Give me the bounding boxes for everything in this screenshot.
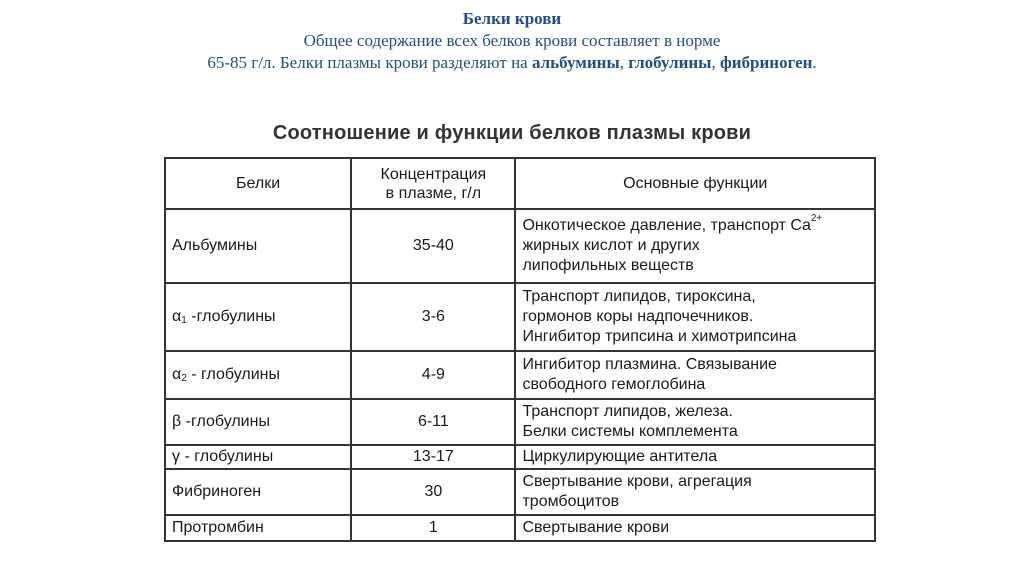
page-header — [0, 8, 1024, 74]
function-line: Транспорт липидов, железа. — [522, 403, 733, 420]
header-functions: Основные функции — [515, 158, 875, 209]
protein-name — [165, 351, 351, 399]
function-line: Ингибитор трипсина и химотрипсина — [522, 328, 797, 345]
protein-concentration: 3-6 — [351, 283, 515, 351]
header-protein: Белки — [165, 158, 351, 209]
table-row — [165, 445, 875, 469]
function-line: липофильных веществ — [522, 257, 694, 274]
charge-superscript: 2+ — [810, 213, 823, 224]
protein-functions — [515, 283, 875, 351]
protein-concentration: 35-40 — [351, 209, 515, 283]
protein-concentration: 1 — [351, 515, 515, 541]
term-globulins: глобулины — [628, 53, 712, 72]
separator: , — [711, 53, 720, 72]
protein-concentration: 30 — [351, 469, 515, 515]
function-line: Белки системы комплемента — [522, 423, 738, 440]
header-concentration-line-1: Концентрация — [380, 165, 487, 183]
protein-functions — [515, 469, 875, 515]
function-line: Циркулирующие антитела — [522, 448, 718, 465]
intro-line-2 — [0, 52, 1024, 74]
header-concentration — [351, 158, 515, 209]
separator: , — [619, 53, 629, 72]
subscript: 1 — [181, 315, 187, 326]
function-line: свободного гемоглобина — [522, 376, 706, 393]
function-line: Ингибитор плазмина. Связывание — [522, 356, 777, 373]
protein-concentration: 4-9 — [351, 351, 515, 399]
table-row — [165, 283, 875, 351]
table-title: Соотношение и функции белков плазмы крови — [272, 122, 752, 144]
protein-name: γ - глобулины — [165, 445, 351, 469]
greek-letter: α — [172, 308, 182, 325]
protein-name: Фибриноген — [165, 469, 351, 515]
table-row — [165, 515, 875, 541]
function-line: Свертывание крови, агрегация — [522, 473, 752, 490]
protein-name: Протромбин — [165, 515, 351, 541]
protein-concentration: 13-17 — [351, 445, 515, 469]
intro-line-1: Общее содержание всех белков крови составляет в норме — [303, 31, 721, 50]
protein-concentration: 6-11 — [351, 399, 515, 445]
subscript: 2 — [181, 373, 187, 384]
protein-functions — [515, 445, 875, 469]
plasma-proteins-table — [164, 157, 876, 542]
greek-letter: α — [172, 366, 182, 383]
table-row — [165, 399, 875, 445]
page-title: Белки крови — [462, 9, 562, 28]
function-line: тромбоцитов — [522, 493, 620, 510]
protein-name: β -глобулины — [165, 399, 351, 445]
protein-functions — [515, 351, 875, 399]
term-fibrinogen: фибриноген — [719, 53, 813, 72]
protein-functions — [515, 209, 875, 283]
protein-name — [165, 283, 351, 351]
function-line: жирных кислот и других — [522, 237, 700, 254]
period: . — [812, 53, 817, 72]
table-header-row — [165, 158, 875, 209]
function-line: Свертывание крови — [522, 519, 670, 536]
table-row — [165, 469, 875, 515]
function-line: гормонов коры надпочечников. — [522, 308, 754, 325]
function-line: Транспорт липидов, тироксина, — [522, 288, 756, 305]
function-line — [522, 213, 868, 236]
function-text: Онкотическое давление, транспорт Ca — [522, 217, 811, 234]
table-row — [165, 209, 875, 283]
protein-functions — [515, 399, 875, 445]
intro-line-2-text: 65-85 г/л. Белки плазмы крови разделяют на — [207, 53, 532, 72]
protein-name-text: -глобулины — [186, 308, 276, 325]
table-row — [165, 351, 875, 399]
protein-functions — [515, 515, 875, 541]
protein-name: Альбумины — [165, 209, 351, 283]
protein-name-text: - глобулины — [186, 366, 280, 383]
term-albumins: альбумины — [531, 53, 620, 72]
header-concentration-line-2: в плазме, г/л — [385, 184, 482, 202]
